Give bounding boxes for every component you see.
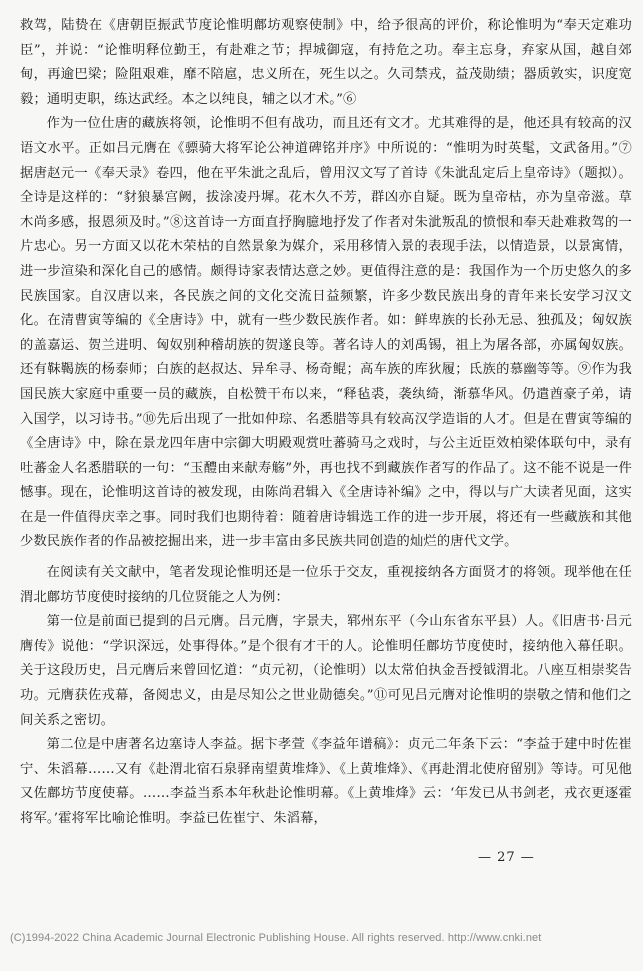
copyright-footer: (C)1994-2022 China Academic Journal Electronic Publishing House. All rights reserved. http://www.cnki.net bbox=[10, 932, 542, 944]
paragraph-literary-talent: 作为一位仕唐的藏族将领，论惟明不但有战功，而且还有文才。尤其难得的是，他还具有较高的汉语文水平。正如吕元膺在《骠骑大将军论公神道碑铭并序》中所说的：“惟明为时英髦，文武备用。”⑦据唐赵元一《奉天录》卷四，他在平朱泚之乱后，曾用汉文写了首诗《朱泚乱定后上皇帝诗》（题拟）。全诗是这样的：“豺狼暴宫阙，拔涂凌丹墀。花木久不芳，群凶亦自疑。既为皇帝枯，亦为皇帝滋。草木尚多感，报恩须及时。”⑧这首诗一方面直抒胸臆地抒发了作者对朱泚叛乱的愤恨和奉天赴难救驾的一片忠心。另一方面又以花木荣枯的自然景象为媒介，采用移情入景的表现手法，以情造景，以景寓情，进一步渲染和深化自己的感情。颇得诗家表情达意之妙。更值得注意的是：我国作为一个历史悠久的多民族国家。自汉唐以来，各民族之间的文化交流日益频繁，许多少数民族出身的青年来长安学习汉文化。在清曹寅等编的《全唐诗》中，就有一些少数民族作者。如：鲜卑族的长孙无忌、独孤及；匈奴族的盖嘉运、贺兰进明、匈奴别种稽胡族的贺遂良等。著名诗人的刘禹锡，祖上为屠各部，亦属匈奴族。还有靺鞨族的杨泰师；白族的赵叔达、异牟寻、杨奇鲲；高车族的库狄履；氐族的慕幽等等。⑨作为我国民族大家庭中重要一员的藏族，自松赞干布以来，“释毡裘，袭纨绮，渐慕华风。仍遣酋豪子弟，请入国学，以习诗书。”⑩先后出现了一批如仲琮、名悉腊等具有较高汉学造诣的人才。但是在曹寅等编的《全唐诗》中，除在景龙四年唐中宗御大明殿观赏吐蕃骑马之戏时，与公主近臣效柏梁体联句中，录有吐蕃金人名悉腊联的一句：“玉醴由来献寿觞”外，再也找不到藏族作者写的作品了。这不能不说是一件憾事。现在，论惟明这首诗的被发现，由陈尚君辑入《全唐诗补编》之中，得以与广大读者见面，这实在是一件值得庆幸之事。同时我们也期待着：随着唐诗辑选工作的进一步开展，将还有一些藏族和其他少数民族作者的作品被挖掘出来，进一步丰富由多民族共同创造的灿烂的唐代文学。 bbox=[20, 116, 632, 550]
paragraph-lv-yuanying: 第一位是前面已提到的吕元膺。吕元膺，字景夫，郓州东平（今山东省东平县）人。《旧唐书·吕元膺传》说他：“学识深远，处事得体。”是个很有才干的人。论惟明任鄜坊节度使时，接纳他入幕任职。关于这段历史，吕元膺后来曾回忆道：“贞元初，（论惟明）以太常伯执金吾授钺渭北。八座互相崇奖告功。元膺获佐戎幕，备阅忠义，由是尽知公之世业勋德矣。”⑪可见吕元膺对论惟明的崇敬之情和他们之间关系之密切。 bbox=[20, 614, 632, 728]
article-body bbox=[20, 14, 632, 832]
paragraph-li-yi: 第二位是中唐著名边塞诗人李益。据卞孝萱《李益年谱稿》：贞元二年条下云：“李益于建中时佐崔宁、朱滔幕……又有《赴渭北宿石泉驿南望黄堆烽》、《上黄堆烽》、《再赴渭北使府留别》等诗。可见他又佐鄜坊节度使幕。……李益当系本年秋赴论惟明幕。《上黄堆烽》云：‘年发已从书剑老，戎衣更逐霍将军。’霍将军比喻论惟明。李益已佐崔宁、朱滔幕， bbox=[20, 737, 632, 826]
page-number: — 27 — bbox=[478, 850, 535, 865]
paragraph-friendships-intro: 在阅读有关文献中，笔者发现论惟明还是一位乐于交友，重视接纳各方面贤才的将领。现举他在任渭北鄜坊节度使时接纳的几位贤能之人为例： bbox=[20, 565, 632, 605]
paragraph-continuation: 救驾，陆贽在《唐朝臣振武节度论惟明鄜坊观察使制》中，给予很高的评价，称论惟明为“奉天定难功臣”，并说：“论惟明释位勤王，有赴难之节；捍城御寇，有持危之功。奉主忘身，弃家从国，越自郊甸，再逾巴梁；险阻艰难，靡不陪扈，忠义所在，死生以之。久司禁戎，益茂勋绩；器质敦实，识度宽毅；通明吏职，练达武经。本之以纯良，辅之以才术。”⑥ bbox=[20, 18, 632, 107]
